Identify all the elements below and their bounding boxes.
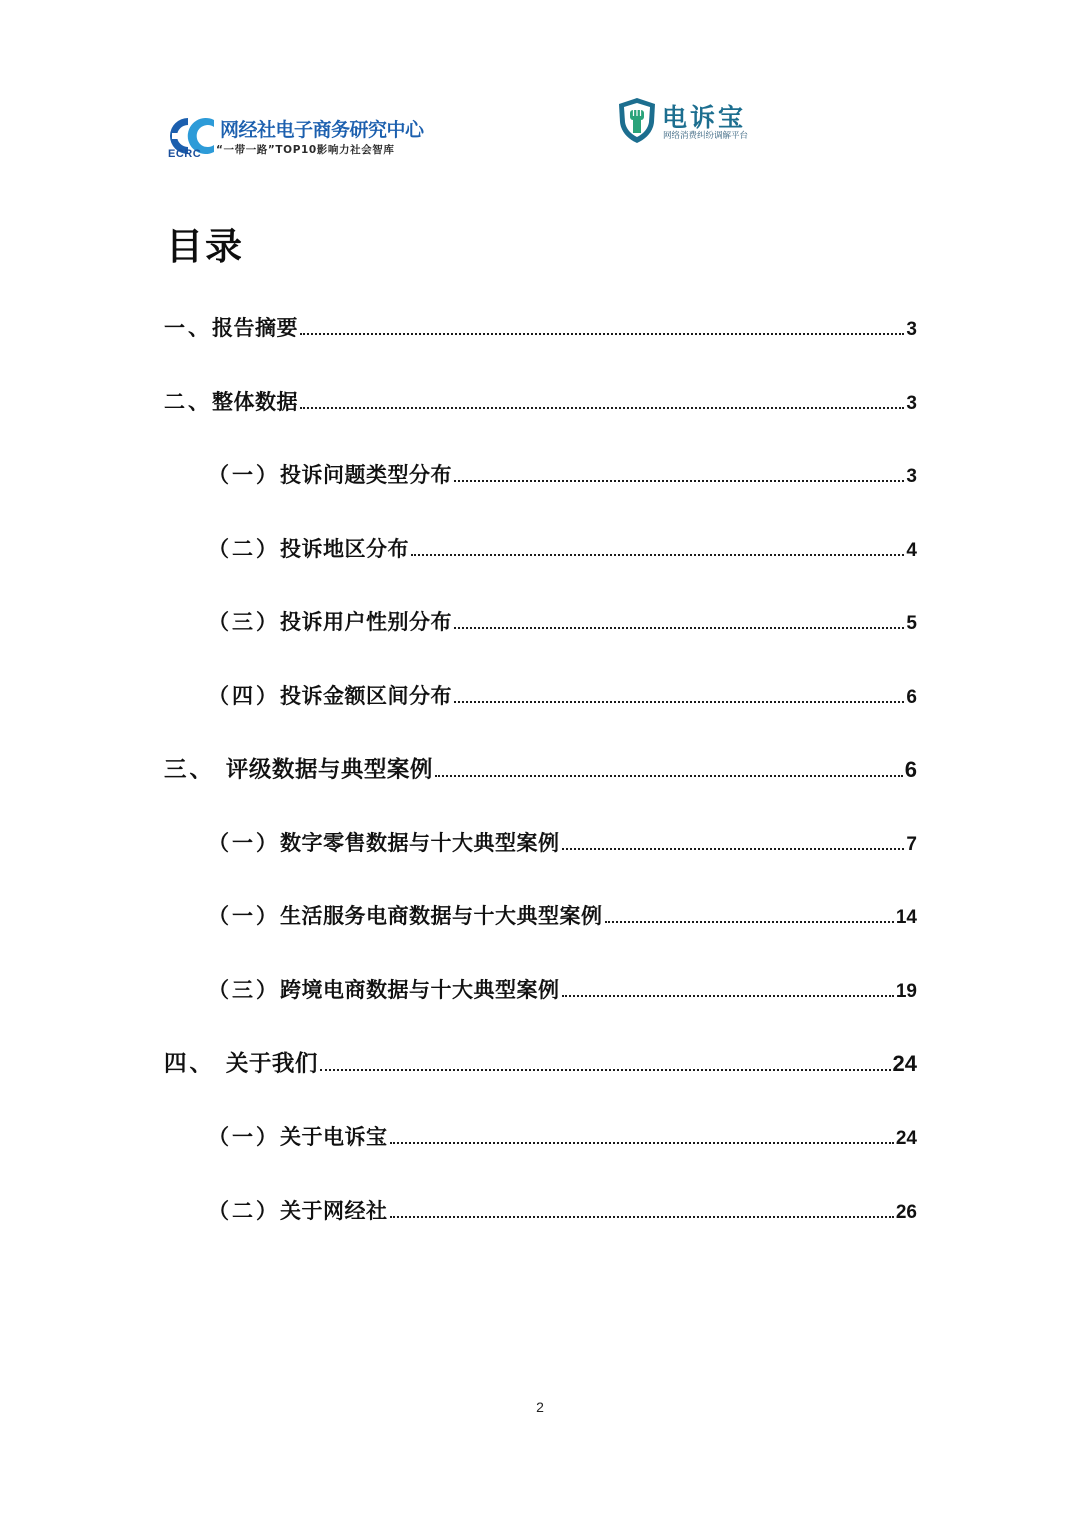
toc-entry[interactable] — [208, 1121, 917, 1151]
dsb-brand-name: 电诉宝 — [662, 103, 747, 132]
toc-entry-label: 投诉金额区间分布 — [280, 684, 452, 708]
page-number: 2 — [536, 1399, 544, 1415]
toc-entry[interactable] — [208, 900, 917, 930]
dsb-logo — [616, 96, 776, 146]
toc-page-number: 3 — [906, 466, 917, 487]
toc-page-number: 3 — [906, 319, 917, 340]
toc-entry-label: 跨境电商数据与十大典型案例 — [280, 978, 560, 1002]
toc-entry-prefix: （一） — [208, 463, 280, 487]
toc-dot-leader — [300, 407, 904, 409]
dsb-tagline: 网络消费纠纷调解平台 — [663, 131, 749, 141]
toc-dot-leader — [605, 921, 894, 923]
toc-entry[interactable] — [208, 680, 917, 710]
toc-entry-label: 关于我们 — [225, 1051, 318, 1077]
toc-dot-leader — [390, 1216, 894, 1218]
toc-entry[interactable] — [164, 312, 917, 342]
toc-entry-prefix: （二） — [208, 1199, 280, 1223]
toc-page-number: 19 — [895, 981, 917, 1002]
toc-entry[interactable] — [164, 752, 917, 784]
toc-entry-label: 评级数据与典型案例 — [225, 757, 433, 783]
toc-entry[interactable] — [208, 827, 917, 857]
toc-entry-prefix: （三） — [208, 978, 280, 1002]
toc-dot-leader — [411, 554, 904, 556]
toc-entry-label: 投诉用户性别分布 — [280, 610, 452, 634]
toc-entry-prefix: 四、 — [164, 1051, 226, 1077]
toc-dot-leader — [454, 701, 904, 703]
toc-entry-prefix: （一） — [208, 904, 280, 928]
toc-entry[interactable] — [208, 459, 917, 489]
ecrc-slogan: “一带一路”TOP10影响力社会智库 — [216, 144, 395, 156]
toc-dot-leader — [562, 848, 905, 850]
toc-dot-leader — [562, 995, 894, 997]
toc-page-number: 7 — [906, 834, 917, 855]
toc-entry-prefix: （二） — [208, 537, 280, 561]
toc-dot-leader — [454, 480, 904, 482]
toc-page-number: 24 — [895, 1128, 917, 1149]
page-title: 目录 — [166, 225, 244, 268]
toc-entry[interactable] — [208, 606, 917, 636]
toc-dot-leader — [300, 333, 904, 335]
ecrc-logo — [164, 112, 444, 164]
toc-page-number: 26 — [895, 1202, 917, 1223]
toc-entry-label: 投诉地区分布 — [280, 537, 409, 561]
toc-page-number: 14 — [895, 907, 917, 928]
toc-page-number: 3 — [906, 393, 917, 414]
toc-entry-prefix: 一、 — [164, 316, 212, 340]
toc-entry-label: 数字零售数据与十大典型案例 — [280, 831, 560, 855]
toc-dot-leader — [435, 775, 903, 777]
toc-entry[interactable] — [164, 386, 917, 416]
toc-entry[interactable] — [208, 1195, 917, 1225]
toc-dot-leader — [320, 1069, 891, 1071]
toc-dot-leader — [390, 1142, 894, 1144]
toc-page-number: 6 — [906, 687, 917, 708]
toc-entry[interactable] — [208, 533, 917, 563]
toc-entry-prefix: 三、 — [164, 757, 226, 783]
toc-page-number: 24 — [892, 1051, 917, 1076]
toc-entry-prefix: （四） — [208, 684, 280, 708]
toc-entry[interactable] — [208, 974, 917, 1004]
toc-entry-label: 生活服务电商数据与十大典型案例 — [280, 904, 603, 928]
ecrc-sub-text: ECRC — [168, 148, 202, 160]
toc-entry-label: 整体数据 — [212, 390, 298, 414]
toc-page-number: 4 — [906, 540, 917, 561]
toc-page-number: 6 — [904, 757, 917, 782]
ecrc-org-name: 网经社电子商务研究中心 — [220, 119, 424, 141]
toc-entry-prefix: （三） — [208, 610, 280, 634]
toc-entry-label: 投诉问题类型分布 — [280, 463, 452, 487]
toc-entry-prefix: （一） — [208, 831, 280, 855]
toc-page-number: 5 — [906, 613, 917, 634]
toc-dot-leader — [454, 627, 904, 629]
toc-entry-label: 报告摘要 — [212, 316, 298, 340]
toc-entry-prefix: 二、 — [164, 390, 212, 414]
toc-entry[interactable] — [164, 1046, 917, 1078]
shield-fist-icon — [616, 96, 658, 144]
toc-entry-label: 关于电诉宝 — [280, 1125, 388, 1149]
toc-entry-prefix: （一） — [208, 1125, 280, 1149]
toc-entry-label: 关于网经社 — [280, 1199, 388, 1223]
